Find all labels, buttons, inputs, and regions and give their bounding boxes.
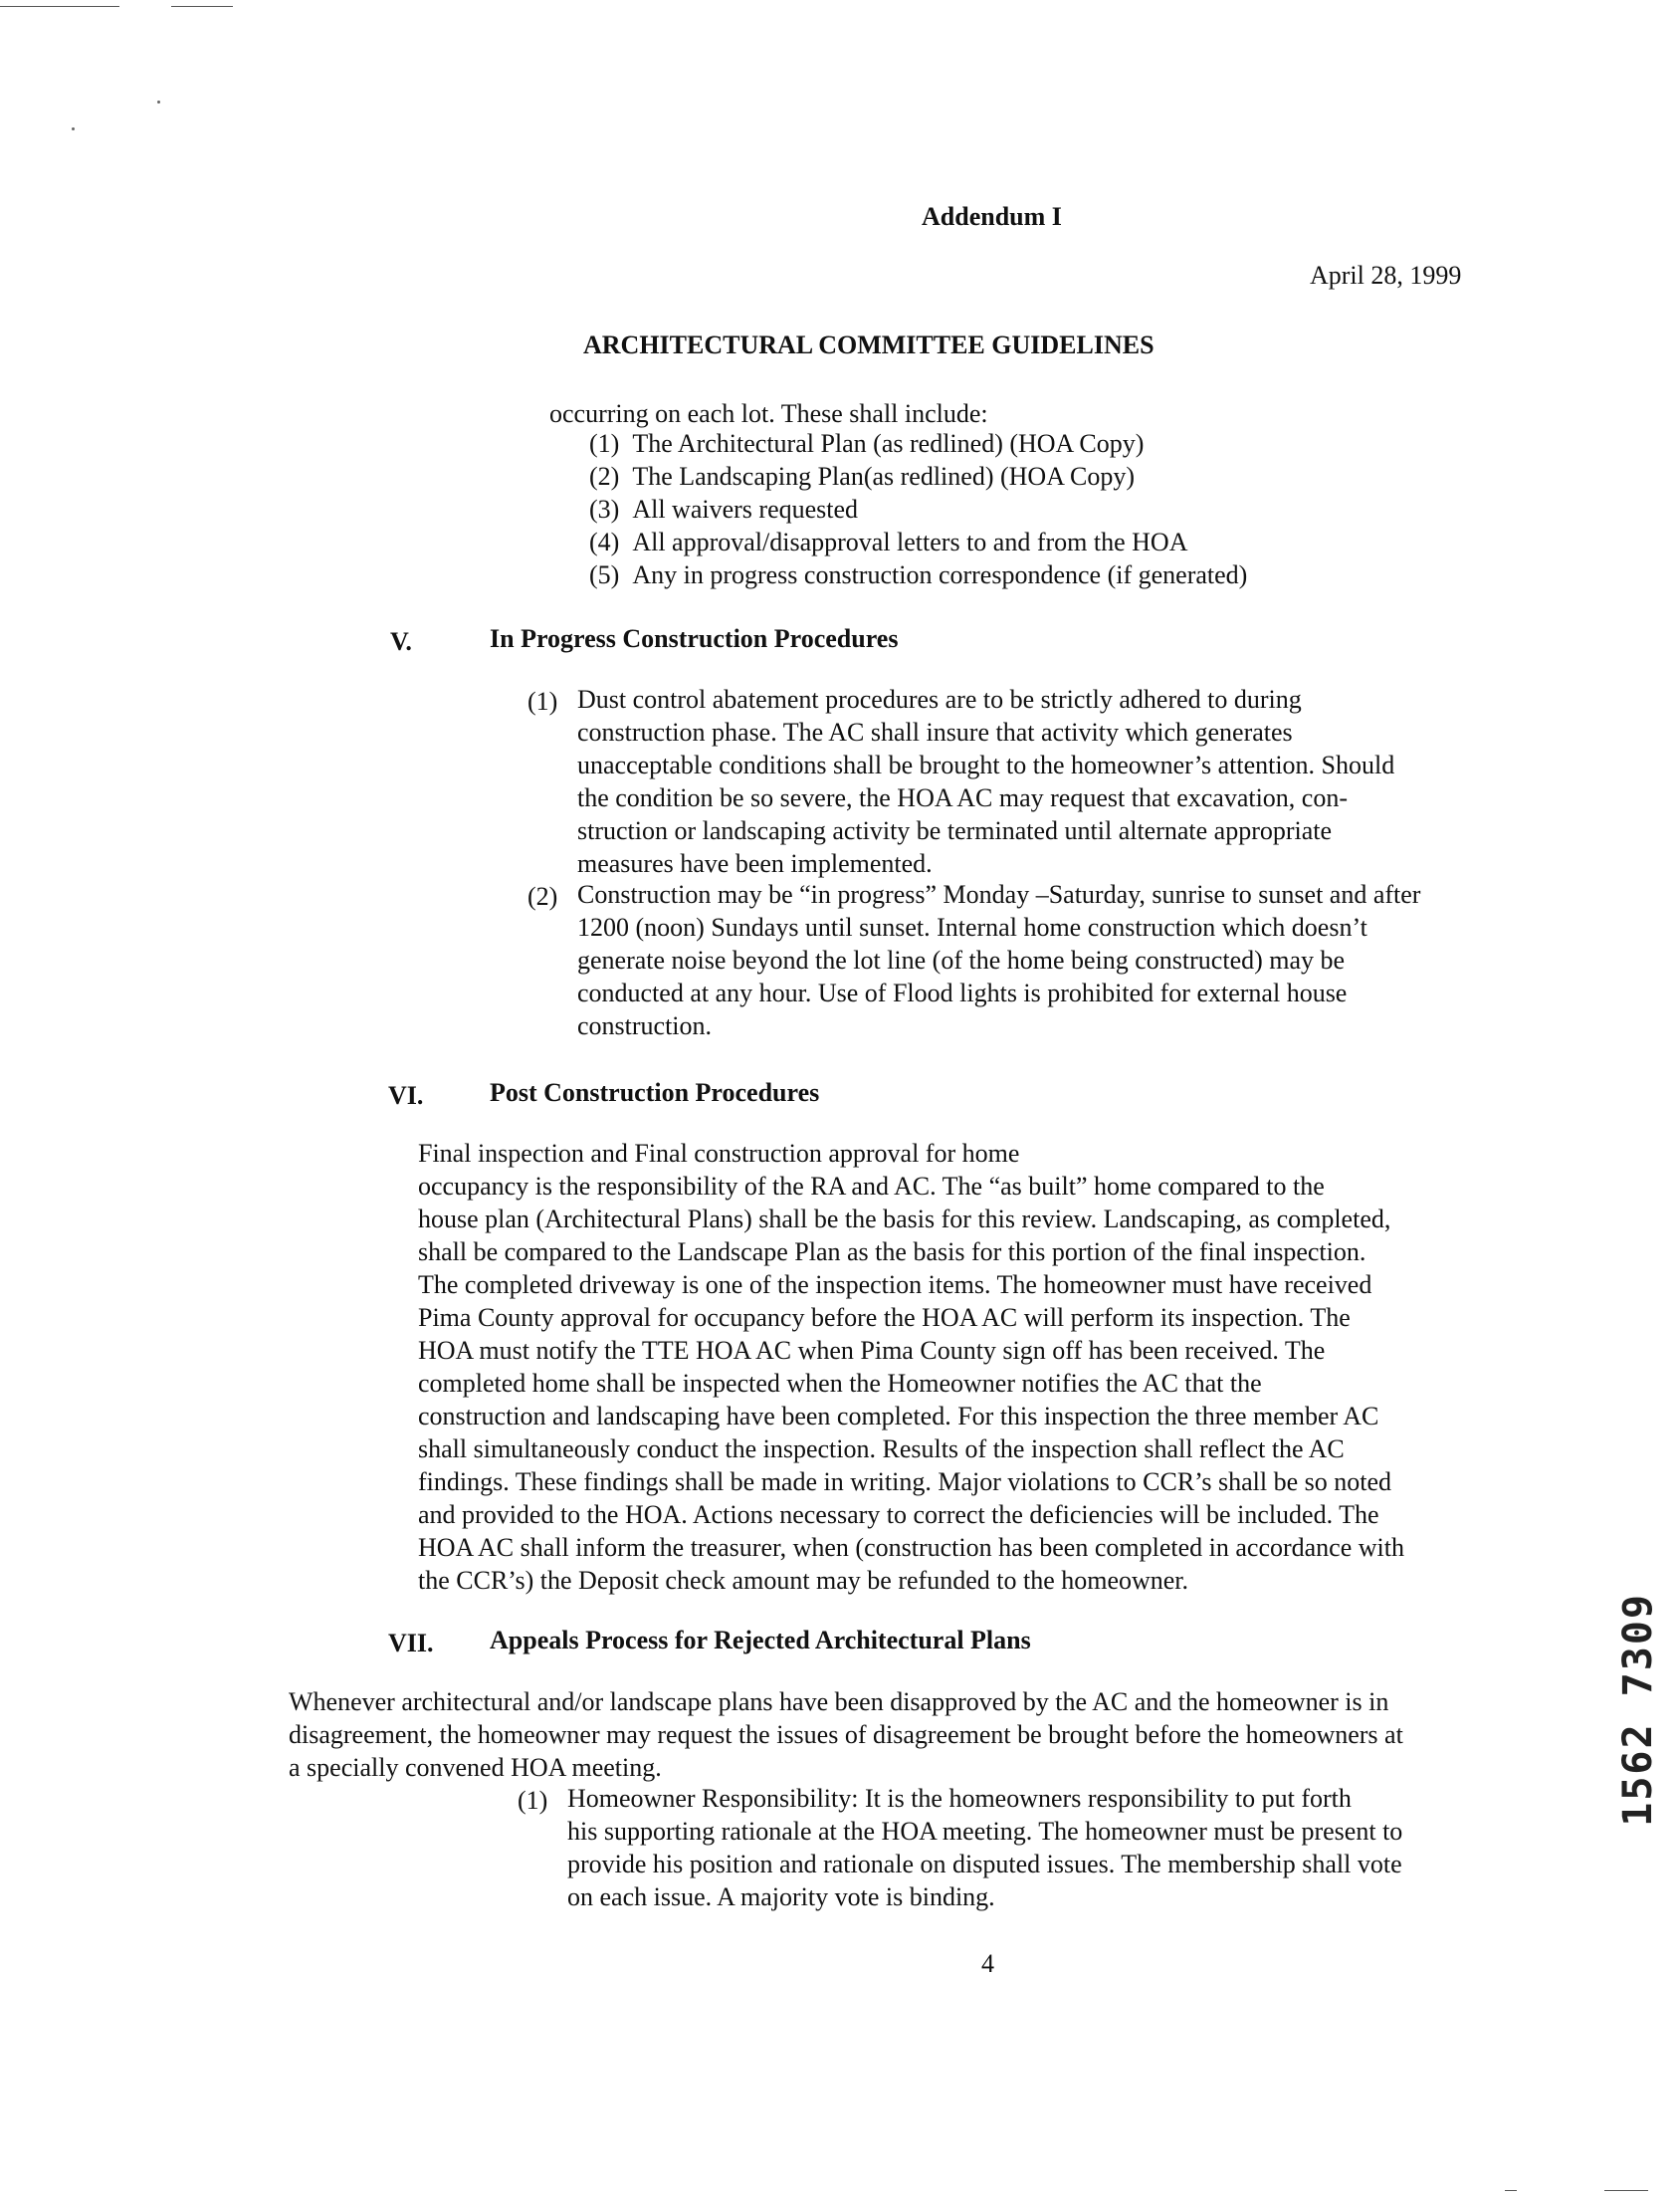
section-heading: Appeals Process for Rejected Architectural Plans xyxy=(490,1626,1031,1654)
scan-artifact-line xyxy=(0,6,119,7)
intro-list xyxy=(589,427,1247,591)
page-number: 4 xyxy=(981,1949,994,1978)
section-heading: In Progress Construction Procedures xyxy=(490,624,899,653)
section7-item-1: Homeowner Responsibility: It is the homeowners responsibility to put forth his supporting rationale at the HOA meeting. The homeowner must be present to provide his position and rationale on disputed issues. The membership shall vote on each issue. A majority vote is binding. xyxy=(567,1784,1403,1911)
item-number: (2) xyxy=(527,882,558,911)
scan-artifact-line xyxy=(1505,2190,1517,2191)
section-numeral: V. xyxy=(390,627,412,656)
section5-item-2: Construction may be “in progress” Monday –Saturday, sunrise to sunset and after 1200 (noon) Sundays until sunset. Internal home construction which doesn’t generate noise beyond the lot line (of the home being constructed) may be conducted at any hour. Use of Flood lights is prohibited for external house construction. xyxy=(577,880,1421,1040)
intro-lead: occurring on each lot. These shall include: xyxy=(549,399,988,428)
section6-body: Final inspection and Final construction approval for home occupancy is the responsibility of the RA and AC. The “as built” home compared to the house plan (Architectural Plans) shall be the basis for this review. Landscaping, as completed, shall be compared to the Landscape Plan as the basis for this portion of the final inspection. The completed driveway is one of the inspection items. The homeowner must have received Pima County approval for occupancy before the HOA AC will perform its inspection. The HOA must notify the TTE HOA AC when Pima County sign off has been received. The completed home shall be inspected when the Homeowner notifies the AC that the construction and landscaping have been completed. For this inspection the three member AC shall simultaneously conduct the inspection. Results of the inspection shall reflect the AC findings. These findings shall be made in writing. Major violations to CCR’s shall be so noted and provided to the HOA. Actions necessary to correct the deficiencies will be included. The HOA AC shall inform the treasurer, when (construction has been completed in accordance with the CCR’s) the Deposit check amount may be refunded to the homeowner. xyxy=(418,1139,1404,1595)
list-item: (2) The Landscaping Plan(as redlined) (HOA Copy) xyxy=(589,462,1136,491)
scan-speck xyxy=(157,101,160,104)
list-item: (4) All approval/disapproval letters to and from the HOA xyxy=(589,528,1188,556)
document-date: April 28, 1999 xyxy=(1310,261,1462,290)
list-item: (5) Any in progress construction correspondence (if generated) xyxy=(589,560,1248,589)
addendum-title: Addendum I xyxy=(922,202,1062,231)
document-title: ARCHITECTURAL COMMITTEE GUIDELINES xyxy=(583,330,1155,359)
section-numeral: VI. xyxy=(388,1081,424,1110)
item-number: (1) xyxy=(527,687,558,716)
scan-speck xyxy=(72,127,75,130)
scan-artifact-line xyxy=(171,6,233,7)
bates-stamp: 1562 7309 xyxy=(1615,1593,1661,1827)
section7-body: Whenever architectural and/or landscape plans have been disapproved by the AC and the homeowner is in disagreement, the homeowner may request the issues of disagreement be brought before the homeowners at a specially convened HOA meeting. xyxy=(289,1687,1403,1782)
section-numeral: VII. xyxy=(388,1629,434,1657)
item-number: (1) xyxy=(518,1786,548,1815)
list-item: (1) The Architectural Plan (as redlined) (HOA Copy) xyxy=(589,429,1145,458)
scan-artifact-line xyxy=(1604,2190,1648,2191)
list-item: (3) All waivers requested xyxy=(589,495,859,524)
section-heading: Post Construction Procedures xyxy=(490,1078,820,1107)
section5-item-1: Dust control abatement procedures are to be strictly adhered to during construction phase. The AC shall insure that activity which generates unacceptable conditions shall be brought to the homeowner’s attention. Should the condition be so severe, the HOA AC may request that excavation, con- struction or landscaping activity be terminated until alternate appropriate measures have been implemented. xyxy=(577,685,1395,878)
